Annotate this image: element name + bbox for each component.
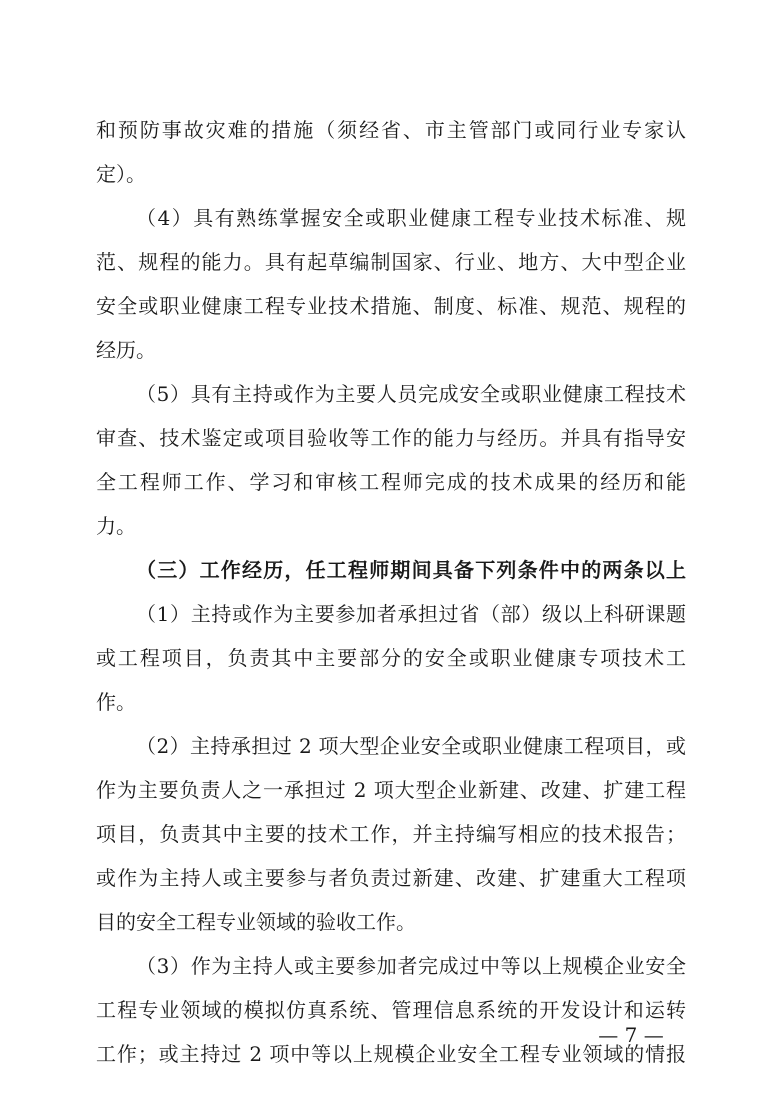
text-line: （4）具有熟练掌握安全或职业健康工程专业技术标准、规 <box>136 206 686 230</box>
text-line: 或作为主持人或主要参与者负责过新建、改建、扩建重大工程项 <box>96 866 686 890</box>
text-line: 目的安全工程专业领域的验收工作。 <box>96 910 416 934</box>
text-line: 全工程师工作、学习和审核工程师完成的技术成果的经历和能 <box>96 470 686 494</box>
text-line: 经历。 <box>96 338 156 362</box>
text-line: 范、规程的能力。具有起草编制国家、行业、地方、大中型企业 <box>96 250 686 274</box>
section-heading: （三）工作经历，任工程师期间具备下列条件中的两条以上 <box>136 558 686 582</box>
text-line: 安全或职业健康工程专业技术措施、制度、标准、规范、规程的 <box>96 294 686 318</box>
text-line: （1）主持或作为主要参加者承担过省（部）级以上科研课题 <box>136 602 686 626</box>
text-line: 审查、技术鉴定或项目验收等工作的能力与经历。并具有指导安 <box>96 426 686 450</box>
text-line: （3）作为主持人或主要参加者完成过中等以上规模企业安全 <box>136 954 686 978</box>
text-line: 作为主要负责人之一承担过 2 项大型企业新建、改建、扩建工程 <box>96 778 686 802</box>
text-line: 作。 <box>96 690 136 714</box>
text-line: （5）具有主持或作为主要人员完成安全或职业健康工程技术 <box>136 382 686 406</box>
text-line: 力。 <box>96 514 136 538</box>
text-line: 或工程项目，负责其中主要部分的安全或职业健康专项技术工 <box>96 646 686 670</box>
text-line: 工作；或主持过 2 项中等以上规模企业安全工程专业领域的情报 <box>96 1042 686 1066</box>
text-line: 定）。 <box>96 162 146 186</box>
page-number: — 7 — <box>598 1023 664 1047</box>
text-line: （2）主持承担过 2 项大型企业安全或职业健康工程项目，或 <box>136 734 686 758</box>
text-line: 工程专业领域的模拟仿真系统、管理信息系统的开发设计和运转 <box>96 998 686 1022</box>
text-line: 项目，负责其中主要的技术工作，并主持编写相应的技术报告； <box>96 822 686 846</box>
text-line: 和预防事故灾难的措施（须经省、市主管部门或同行业专家认 <box>96 118 686 142</box>
